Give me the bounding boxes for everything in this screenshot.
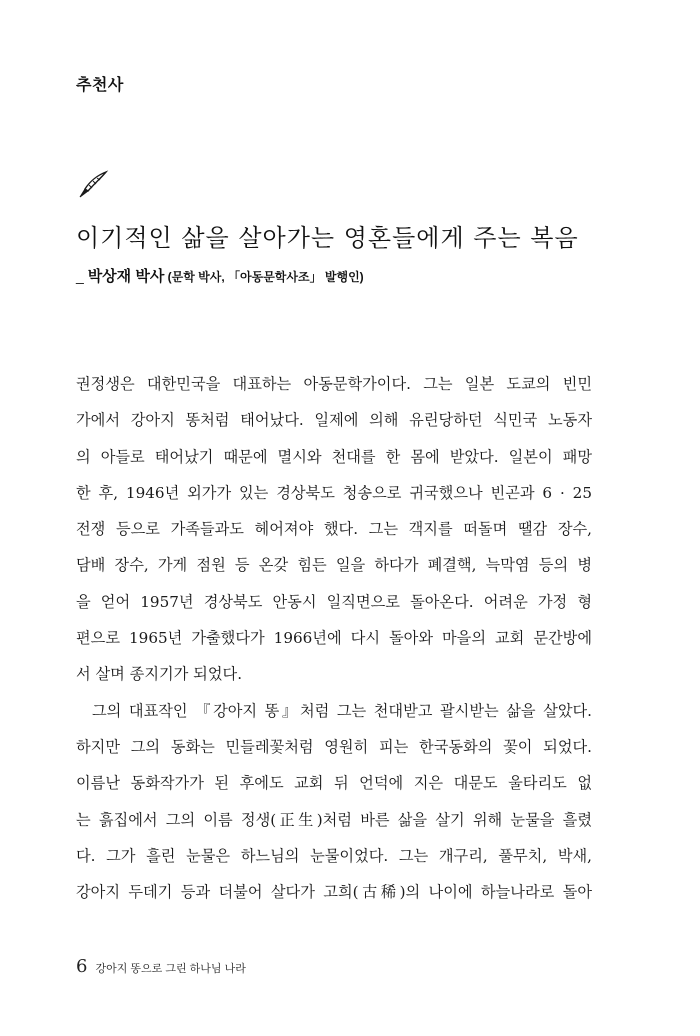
text-line: 서 살며 종지기가 되었다. <box>76 665 243 684</box>
article-body <box>76 366 592 910</box>
section-label: 추천사 <box>76 77 124 94</box>
text-line: 이름난 동화작가가 된 후에도 교회 뒤 언덕에 지은 대문도 울타리도 없 <box>76 774 592 793</box>
text-line: 의 아들로 태어났기 때문에 멸시와 천대를 한 몸에 받았다. 일본이 패망 <box>76 447 592 466</box>
author-name: 박상재 박사 <box>87 268 165 285</box>
text-line: 한 후, 1946년 외가가 있는 경상북도 청송으로 귀국했으나 빈곤과 6 · 25 <box>76 483 592 502</box>
text-line: 강아지 두데기 등과 더불어 살다가 고희(古稀)의 나이에 하늘나라로 돌아 <box>76 883 592 902</box>
text-line: 편으로 1965년 가출했다가 1966년에 다시 돌아와 마을의 교회 문간방에 <box>76 629 592 648</box>
text-line: 그의 대표작인 『강아지 똥』처럼 그는 천대받고 괄시받는 삶을 살았다. <box>92 701 592 720</box>
text-line: 는 흙집에서 그의 이름 정생(正生)처럼 바른 삶을 살기 위해 눈물을 흘렸 <box>76 810 592 829</box>
text-line: 하지만 그의 동화는 민들레꽃처럼 영원히 피는 한국동화의 꽃이 되었다. <box>76 737 592 756</box>
text-line: 권정생은 대한민국을 대표하는 아동문학가이다. 그는 일본 도쿄의 빈민 <box>76 375 592 393</box>
page-footer <box>76 956 246 977</box>
author-credentials: (문학 박사, 「아동문학사조」 발행인) <box>164 270 364 284</box>
quill-pen-icon <box>76 170 110 200</box>
text-line: 담배 장수, 가게 점원 등 온갖 힘든 일을 하다가 폐결핵, 늑막염 등의 병 <box>76 556 592 575</box>
byline <box>76 265 364 286</box>
paragraph-1 <box>76 366 592 693</box>
byline-prefix: _ <box>76 268 88 284</box>
text-line: 다. 그가 흘린 눈물은 하느님의 눈물이었다. 그는 개구리, 풀무치, 박새, <box>76 846 592 865</box>
text-line: 을 얻어 1957년 경상북도 안동시 일직면으로 돌아온다. 어려운 가정 형 <box>76 592 592 611</box>
paragraph-2 <box>76 693 592 911</box>
running-book-title: 강아지 똥으로 그린 하나님 나라 <box>95 963 246 975</box>
text-line: 가에서 강아지 똥처럼 태어났다. 일제에 의해 유린당하던 식민국 노동자 <box>76 411 592 430</box>
article-title: 이기적인 삶을 살아가는 영혼들에게 주는 복음 <box>76 224 579 252</box>
page-number: 6 <box>76 956 88 977</box>
text-line: 전쟁 등으로 가족들과도 헤어져야 했다. 그는 객지를 떠돌며 땔감 장수, <box>76 520 592 539</box>
